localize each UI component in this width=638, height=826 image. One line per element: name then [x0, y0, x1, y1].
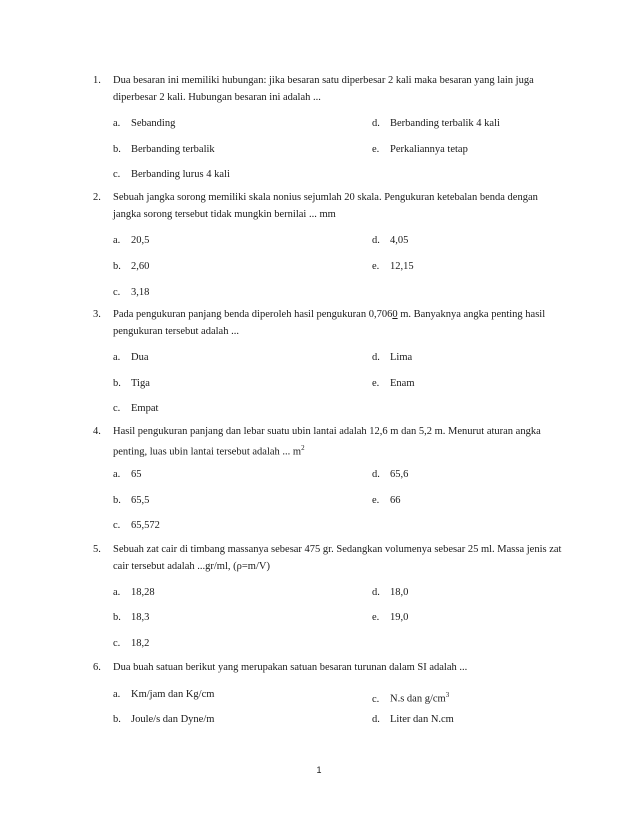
option-2c: c. 3,18 — [113, 287, 150, 298]
question-1 — [93, 72, 563, 106]
option-6d: d. Liter dan N.cm — [372, 714, 454, 725]
option-6b: b. Joule/s dan Dyne/m — [113, 714, 215, 725]
option-2d: d. 4,05 — [372, 235, 409, 246]
question-text: Sebuah zat cair di timbang massanya sebesar 475 gr. Sedangkan volumenya sebesar 25 ml. Massa jenis zat cair tersebut adalah ...gr/ml, (ρ=m/V) — [113, 544, 562, 572]
question-number: 1. — [93, 75, 101, 86]
question-2 — [93, 189, 563, 223]
option-1d: d. Berbanding terbalik 4 kali — [372, 118, 500, 129]
question-number: 2. — [93, 192, 101, 203]
option-2b: b. 2,60 — [113, 261, 150, 272]
question-text: Hasil pengukuran panjang dan lebar suatu ubin lantai adalah 12,6 m dan 5,2 m. Menurut aturan angka penting, luas ubin lantai tersebut adalah ... $m^2$ — [113, 426, 541, 458]
option-5e: e. 19,0 — [372, 612, 409, 623]
question-number: 3. — [93, 309, 101, 320]
option-1e: e. Perkaliannya tetap — [372, 144, 468, 155]
option-3e: e. Enam — [372, 378, 415, 389]
option-3b: b. Tiga — [113, 378, 150, 389]
option-3a: a. Dua — [113, 352, 149, 363]
option-5a: a. 18,28 — [113, 587, 155, 598]
option-4b: b. 65,5 — [113, 495, 150, 506]
option-2e: e. 12,15 — [372, 261, 414, 272]
question-text: Pada pengukuran panjang benda diperoleh hasil pengukuran 0,7060 m. Banyaknya angka penting hasil pengukuran tersebut adalah ... — [113, 309, 546, 337]
option-6a: a. Km/jam dan Kg/cm — [113, 689, 215, 700]
question-text: Dua besaran ini memiliki hubungan: jika besaran satu diperbesar 2 kali maka besaran yang lain juga diperbesar 2 kali. Hubungan besaran ini adalah ... — [113, 75, 534, 103]
option-1c: c. Berbanding lurus 4 kali — [113, 169, 230, 180]
option-6c: c. N.s dan $g/cm^3$ — [372, 691, 450, 705]
option-4d: d. 65,6 — [372, 469, 409, 480]
page-number: 1 — [316, 765, 322, 775]
option-4a: a. 65 — [113, 469, 142, 480]
option-3d: d. Lima — [372, 352, 413, 363]
question-text: Dua buah satuan berikut yang merupakan satuan besaran turunan dalam SI adalah ... — [113, 662, 468, 673]
question-number: 5. — [93, 544, 101, 555]
option-1a: a. Sebanding — [113, 118, 176, 129]
question-4 — [93, 423, 563, 461]
question-text: Sebuah jangka sorong memiliki skala nonius sejumlah 20 skala. Pengukuran ketebalan benda dengan jangka sorong tersebut tidak mungkin bernilai ... mm — [113, 192, 538, 220]
question-number: 4. — [93, 426, 101, 437]
option-3c: c. Empat — [113, 403, 159, 414]
question-5 — [93, 541, 563, 575]
option-5c: c. 18,2 — [113, 638, 150, 649]
option-1b: b. Berbanding terbalik — [113, 144, 215, 155]
question-3 — [93, 306, 563, 340]
option-4e: e. 66 — [372, 495, 401, 506]
question-6 — [93, 659, 563, 676]
underlined-digit: 0 — [392, 309, 398, 320]
question-number: 6. — [93, 662, 101, 673]
option-4c: c. 65,572 — [113, 520, 160, 531]
option-5b: b. 18,3 — [113, 612, 150, 623]
option-2a: a. 20,5 — [113, 235, 150, 246]
option-5d: d. 18,0 — [372, 587, 409, 598]
